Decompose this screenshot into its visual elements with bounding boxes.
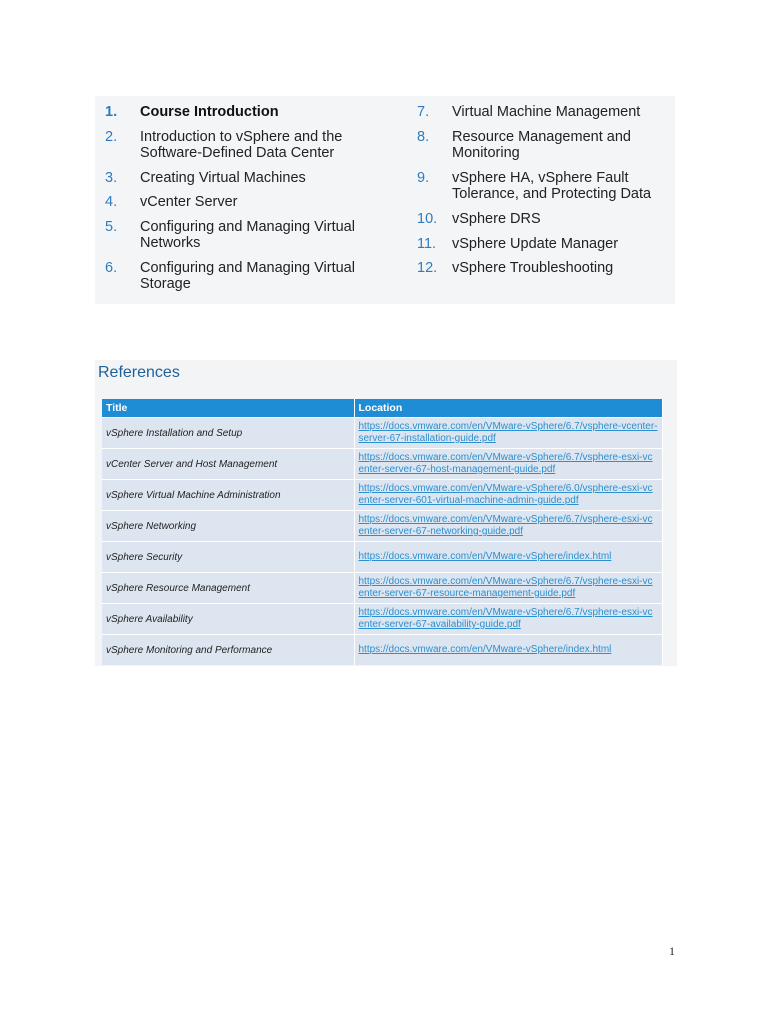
reference-link[interactable]: https://docs.vmware.com/en/VMware-vSphere/6.0/vsphere-esxi-vcenter-server-601-virtual-machine-admin-guide.pdf — [358, 483, 653, 506]
references-heading: References — [98, 364, 180, 381]
reference-link[interactable]: https://docs.vmware.com/en/VMware-vSphere/6.7/vsphere-esxi-vcenter-server-67-resource-management-guide.pdf — [358, 576, 653, 599]
reference-title: vCenter Server and Host Management — [102, 449, 354, 480]
references-row — [102, 604, 662, 635]
toc-item-number: 2. — [105, 129, 118, 145]
reference-location — [354, 542, 662, 573]
reference-location — [354, 511, 662, 542]
toc-item-number: 8. — [417, 129, 430, 145]
references-row — [102, 511, 662, 542]
toc-item-number: 11. — [417, 236, 437, 252]
references-row — [102, 542, 662, 573]
toc-item-title: vCenter Server — [140, 194, 238, 210]
references-header-row — [102, 399, 662, 418]
references-row — [102, 449, 662, 480]
toc-item-title: Introduction to vSphere and the Software-Defined Data Center — [140, 129, 343, 161]
toc-item-number: 5. — [105, 219, 118, 235]
reference-title: vSphere Security — [102, 542, 354, 573]
reference-location — [354, 418, 662, 449]
course-outline — [95, 96, 675, 304]
references-row — [102, 573, 662, 604]
references-row — [102, 480, 662, 511]
reference-title: vSphere Monitoring and Performance — [102, 635, 354, 666]
reference-link[interactable]: https://docs.vmware.com/en/VMware-vSphere/6.7/vsphere-esxi-vcenter-server-67-networking-guide.pdf — [358, 514, 653, 537]
reference-location — [354, 604, 662, 635]
reference-title: vSphere Networking — [102, 511, 354, 542]
toc-item-number: 10. — [417, 211, 438, 227]
toc-item-title: Virtual Machine Management — [452, 104, 641, 120]
toc-item-title: vSphere Update Manager — [452, 236, 619, 252]
references-row — [102, 635, 662, 666]
toc-item-title: Resource Management and Monitoring — [452, 129, 631, 161]
reference-location — [354, 573, 662, 604]
reference-location — [354, 635, 662, 666]
reference-title: vSphere Availability — [102, 604, 354, 635]
toc-item-number: 1. — [105, 104, 118, 120]
toc-item-number: 4. — [105, 194, 118, 210]
page-number: 1 — [669, 944, 675, 958]
reference-location — [354, 480, 662, 511]
reference-link[interactable]: https://docs.vmware.com/en/VMware-vSphere/index.html — [358, 644, 612, 655]
reference-link[interactable]: https://docs.vmware.com/en/VMware-vSphere/6.7/vsphere-vcenter-server-67-installation-guide.pdf — [358, 421, 658, 444]
references-row — [102, 418, 662, 449]
toc-item-title: vSphere Troubleshooting — [452, 260, 614, 276]
column-header-location: Location — [354, 399, 662, 418]
toc-item-number: 3. — [105, 170, 118, 186]
reference-link[interactable]: https://docs.vmware.com/en/VMware-vSphere/6.7/vsphere-esxi-vcenter-server-67-availability-guide.pdf — [358, 607, 653, 630]
toc-item-number: 7. — [417, 104, 430, 120]
toc-item-title: vSphere HA, vSphere Fault Tolerance, and Protecting Data — [452, 170, 652, 202]
toc-item-title: Configuring and Managing Virtual Storage — [140, 260, 355, 292]
toc-item-title: Course Introduction — [140, 104, 279, 120]
reference-title: vSphere Resource Management — [102, 573, 354, 604]
column-header-title: Title — [102, 399, 354, 418]
toc-item-title: Configuring and Managing Virtual Networks — [140, 219, 355, 251]
reference-title: vSphere Virtual Machine Administration — [102, 480, 354, 511]
references-table — [102, 399, 663, 665]
references-body — [102, 418, 662, 666]
reference-title: vSphere Installation and Setup — [102, 418, 354, 449]
toc-item-number: 6. — [105, 260, 118, 276]
toc-item-title: vSphere DRS — [452, 211, 541, 227]
toc-item-number: 9. — [417, 170, 430, 186]
reference-link[interactable]: https://docs.vmware.com/en/VMware-vSphere/index.html — [358, 551, 612, 562]
toc-item-number: 12. — [417, 260, 438, 276]
reference-location — [354, 449, 662, 480]
reference-link[interactable]: https://docs.vmware.com/en/VMware-vSphere/6.7/vsphere-esxi-vcenter-server-67-host-management-guide.pdf — [358, 452, 653, 475]
toc-item-title: Creating Virtual Machines — [140, 170, 306, 186]
